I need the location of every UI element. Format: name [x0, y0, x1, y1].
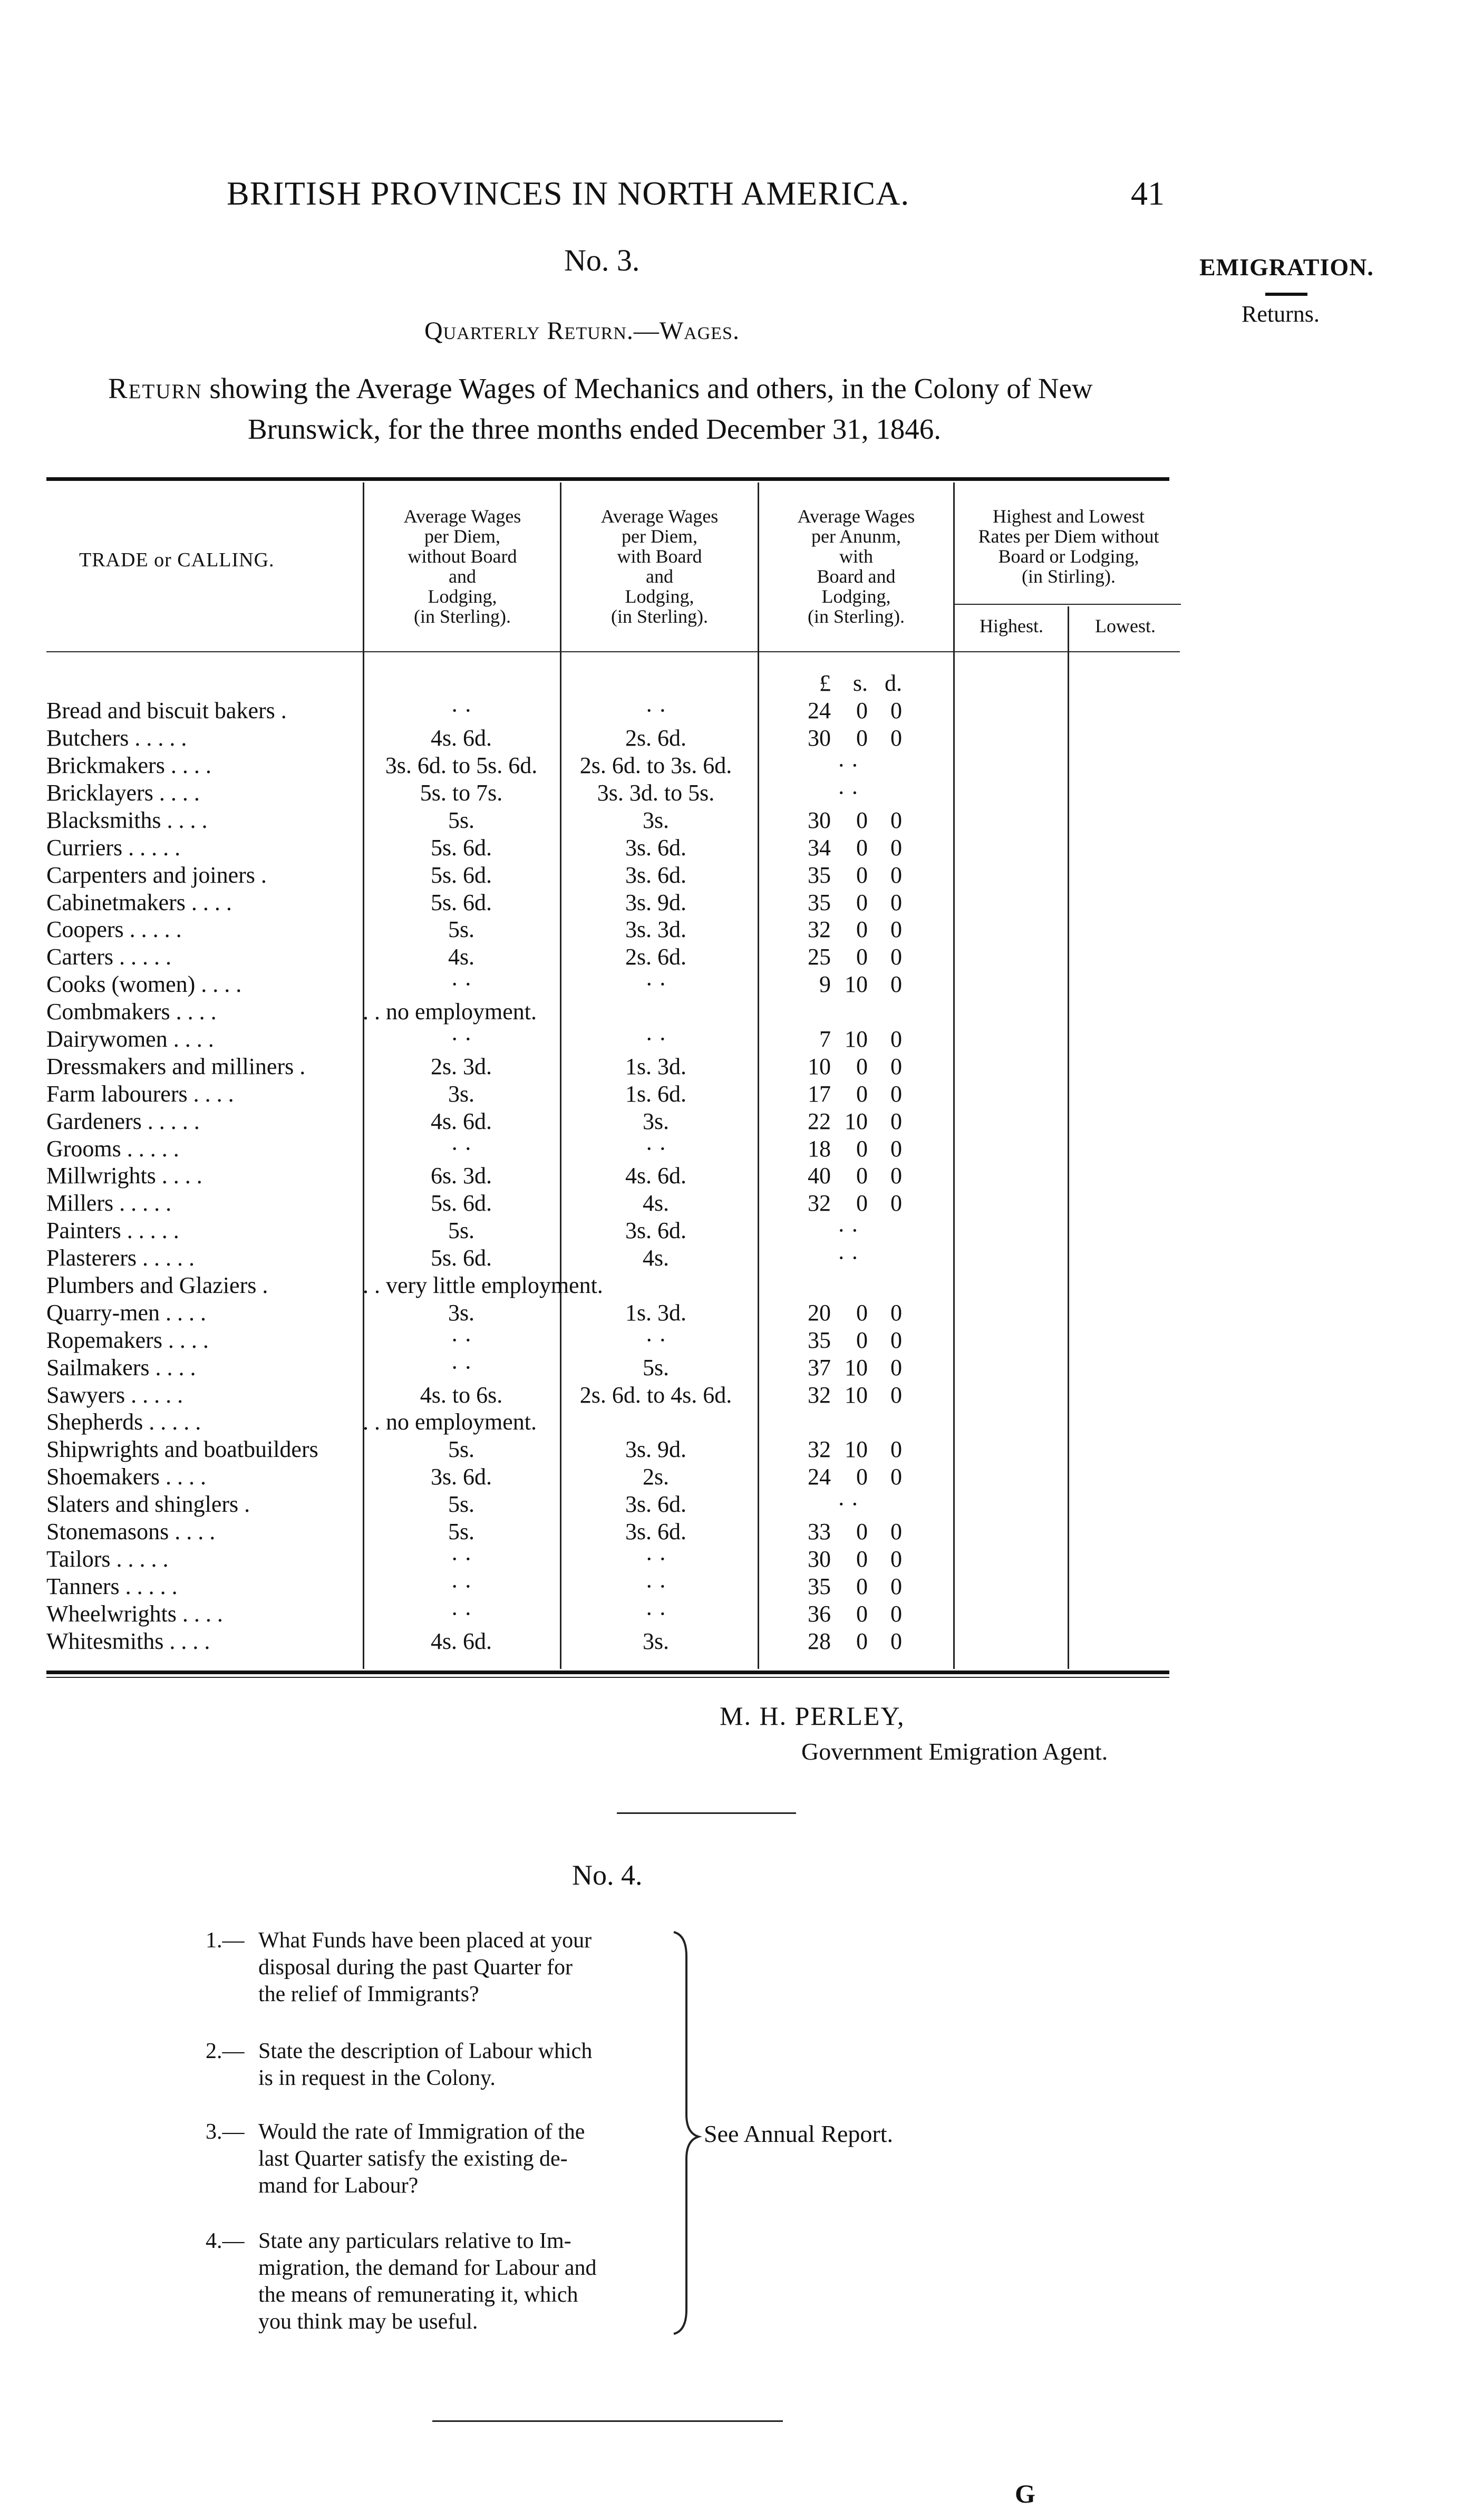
table-row [46, 1244, 944, 1272]
diem-no-board-cell: · · [450, 1354, 472, 1380]
diem-no-board-cell: 4s. to 6s. [420, 1382, 503, 1408]
diem-no-board-cell: 5s. [448, 807, 475, 833]
table-row [46, 971, 944, 998]
diem-board-cell: 3s. [642, 1628, 670, 1654]
question-3: 3.— Would the rate of Immigration of the last Quarter satisfy the existing de- mand for Labour? [206, 2120, 585, 2198]
diem-board-cell: 2s. 6d. [625, 725, 687, 751]
subheader-rule [954, 604, 1181, 605]
annum-cell: · · [837, 1245, 859, 1271]
diem-no-board-cell: · · [450, 1573, 472, 1599]
return-title: Quarterly Return.—Wages. [424, 317, 740, 345]
diem-board-cell: 3s. 3d. [625, 916, 687, 943]
annum-cell: 32 0 0 [808, 916, 902, 943]
diem-no-board-cell: · · [450, 1327, 472, 1353]
diem-board-cell: · · [645, 1600, 667, 1627]
trade-cell: Carpenters and joiners . [46, 862, 267, 888]
page-number: 41 [1131, 175, 1165, 212]
side-heading-rule [1265, 293, 1307, 296]
annum-cell: 37 10 0 [808, 1354, 902, 1380]
diem-no-board-cell: 2s. 3d. [430, 1053, 492, 1079]
annum-cell: 35 0 0 [808, 1573, 902, 1599]
trade-cell: Coopers . . . . . [46, 916, 182, 943]
trade-cell: Blacksmiths . . . . [46, 807, 208, 833]
trade-cell: Cabinetmakers . . . . [46, 889, 232, 915]
annum-cell [752, 998, 944, 1026]
trade-cell: Millwrights . . . . [46, 1163, 202, 1189]
diem-no-board-cell: 5s. 6d. [430, 862, 492, 888]
column-divider [1068, 606, 1069, 1669]
trade-cell: Sawyers . . . . . [46, 1382, 183, 1408]
question-1: 1.— What Funds have been placed at your disposal during the past Quarter for the relief of Immigrants? [206, 1928, 592, 2006]
header-bottom-rule [46, 651, 1180, 652]
annum-cell [752, 1272, 944, 1299]
return-line1-text: showing the Average Wages of Mechanics and others, in the Colony of New [209, 372, 1093, 404]
trade-cell: Plasterers . . . . . [46, 1245, 195, 1271]
table-row [46, 1299, 944, 1326]
question-brace [670, 1930, 706, 2336]
diem-board-cell: 2s. 6d. to 3s. 6d. [579, 752, 732, 779]
table-row [46, 1572, 944, 1600]
table-row [46, 1600, 944, 1627]
running-head: BRITISH PROVINCES IN NORTH AMERICA. [227, 175, 910, 212]
header-high-low: Highest and Lowest Rates per Diem without Board or Lodging, (in Stirling). [978, 506, 1159, 587]
header-diem-no-board: Average Wages per Diem, without Board and Lodging, (in Sterling). [403, 506, 521, 627]
table-row [46, 889, 944, 916]
trade-cell: Bricklayers . . . . [46, 780, 200, 806]
diem-board-cell: 1s. 3d. [625, 1299, 687, 1326]
annum-cell: 40 0 0 [808, 1163, 902, 1189]
diem-board-cell: 3s. [642, 807, 670, 833]
annum-cell: 30 0 0 [808, 1546, 902, 1572]
table-row [46, 1463, 944, 1491]
header-annum: Average Wages per Anunm, with Board and Lodging, (in Sterling). [797, 506, 915, 627]
table-row [46, 916, 944, 943]
table-row [46, 1436, 944, 1463]
table-row [46, 752, 944, 779]
trade-cell: Shepherds . . . . . [46, 1409, 201, 1435]
trade-cell: Farm labourers . . . . [46, 1080, 234, 1107]
header-lowest: Lowest. [1095, 615, 1156, 636]
table-row [46, 1354, 944, 1381]
table-row [46, 834, 944, 861]
table-row [46, 1053, 944, 1080]
trade-cell: Tanners . . . . . [46, 1573, 178, 1599]
diem-no-board-cell: 5s. 6d. [430, 1190, 492, 1216]
annum-cell: 33 0 0 [808, 1519, 902, 1545]
diem-no-board-cell: 5s. 6d. [430, 1245, 492, 1271]
diem-board-cell: 3s. [642, 1108, 670, 1134]
annum-cell: · · [837, 780, 859, 806]
diem-board-cell: 2s. [642, 1464, 670, 1490]
table-row [46, 1080, 944, 1107]
diem-no-board-cell: 5s. 6d. [430, 834, 492, 861]
diem-no-board-cell: · · [450, 1600, 472, 1627]
diem-board-cell: · · [645, 1026, 667, 1053]
span-note-cell: . . very little employment. [363, 1272, 603, 1299]
diem-no-board-cell: 6s. 3d. [430, 1163, 492, 1189]
diem-board-cell: · · [645, 1573, 667, 1599]
annum-cell: 32 10 0 [808, 1436, 902, 1463]
trade-cell: Bread and biscuit bakers . [46, 698, 287, 724]
diem-no-board-cell: 3s. [448, 1080, 475, 1107]
annum-cell: · · [837, 752, 859, 779]
annum-cell: 35 0 0 [808, 1327, 902, 1353]
footer-rule [432, 2420, 783, 2422]
diem-no-board-cell: 4s. 6d. [430, 1108, 492, 1134]
diem-no-board-cell: 5s. [448, 1491, 475, 1518]
section-number-4: No. 4. [572, 1859, 643, 1891]
trade-cell: Carters . . . . . [46, 944, 172, 970]
question-4: 4.— State any particulars relative to Im- migration, the demand for Labour and the means of remunerating it, which you think may be useful. [206, 2229, 597, 2334]
table-row [46, 943, 944, 971]
trade-cell: Dressmakers and milliners . [46, 1053, 306, 1079]
annum-cell: 24 0 0 [808, 1464, 902, 1490]
trade-cell: Whitesmiths . . . . [46, 1628, 210, 1654]
diem-board-cell: 3s. 6d. [625, 1519, 687, 1545]
diem-board-cell: 2s. 6d. [625, 944, 687, 970]
diem-board-cell: 3s. 6d. [625, 1491, 687, 1518]
trade-cell: Dairywomen . . . . [46, 1026, 214, 1053]
section-number: No. 3. [564, 243, 640, 277]
trade-cell: Ropemakers . . . . [46, 1327, 209, 1353]
annum-cell: 28 0 0 [808, 1628, 902, 1654]
table-row [46, 1272, 944, 1299]
table-row [46, 806, 944, 834]
trade-cell: Shipwrights and boatbuilders [46, 1436, 318, 1463]
table-row [46, 1217, 944, 1244]
annum-cell: 30 0 0 [808, 807, 902, 833]
annum-cell [752, 1408, 944, 1436]
annum-cell: 25 0 0 [808, 944, 902, 970]
agent-title: Government Emigration Agent. [801, 1738, 1108, 1765]
trade-cell: Tailors . . . . . [46, 1546, 169, 1572]
trade-cell: Gardeners . . . . . [46, 1108, 200, 1134]
table-row [46, 1026, 944, 1053]
span-note-cell: . . no employment. [363, 1409, 537, 1435]
annum-cell: 35 0 0 [808, 862, 902, 888]
diem-no-board-cell: 4s. [448, 944, 475, 970]
table-row [46, 725, 944, 752]
side-heading: EMIGRATION. [1199, 254, 1374, 281]
trade-cell: Stonemasons . . . . [46, 1519, 216, 1545]
currency-header: £ s. d. [819, 670, 902, 697]
table-row [46, 1546, 944, 1573]
table-row [46, 1491, 944, 1518]
table-row [46, 1627, 944, 1655]
return-description-line1 [108, 372, 1093, 405]
diem-board-cell: · · [645, 1327, 667, 1353]
diem-board-cell: 4s. [642, 1190, 670, 1216]
table-row [46, 1162, 944, 1190]
trade-cell: Grooms . . . . . [46, 1135, 179, 1162]
span-note-cell: . . no employment. [363, 999, 537, 1025]
table-row [46, 1408, 944, 1436]
table-row [46, 1190, 944, 1217]
table-row [46, 998, 944, 1026]
diem-no-board-cell: 3s. 6d. [430, 1464, 492, 1490]
table-row [46, 861, 944, 889]
annum-cell: 9 10 0 [819, 971, 902, 998]
diem-board-cell: 1s. 6d. [625, 1080, 687, 1107]
diem-board-cell: 3s. 9d. [625, 1436, 687, 1463]
diem-board-cell: 2s. 6d. to 4s. 6d. [579, 1382, 732, 1408]
annum-cell: 20 0 0 [808, 1299, 902, 1326]
return-word: Return [108, 372, 202, 404]
trade-cell: Millers . . . . . [46, 1190, 172, 1216]
annum-cell: · · [837, 1491, 859, 1518]
trade-cell: Sailmakers . . . . [46, 1354, 196, 1380]
diem-board-cell: · · [645, 971, 667, 998]
table-row [46, 1518, 944, 1546]
separator-rule [617, 1812, 796, 1814]
diem-no-board-cell: 3s. 6d. to 5s. 6d. [385, 752, 538, 779]
trade-cell: Wheelwrights . . . . [46, 1600, 223, 1627]
diem-board-cell: 1s. 3d. [625, 1053, 687, 1079]
table-bottom-rule [46, 1671, 1169, 1674]
diem-no-board-cell: 4s. 6d. [430, 1628, 492, 1654]
diem-board-cell: 4s. [642, 1245, 670, 1271]
diem-board-cell: 3s. 3d. to 5s. [597, 780, 715, 806]
trade-cell: Butchers . . . . . [46, 725, 187, 751]
table-row [46, 1326, 944, 1354]
table-row [46, 697, 944, 725]
trade-cell: Combmakers . . . . [46, 999, 217, 1025]
diem-no-board-cell: 5s. [448, 916, 475, 943]
header-trade: TRADE or CALLING. [79, 549, 275, 571]
diem-no-board-cell: · · [450, 1546, 472, 1572]
diem-no-board-cell: 4s. 6d. [430, 725, 492, 751]
diem-no-board-cell: · · [450, 1135, 472, 1162]
annum-cell: 7 10 0 [819, 1026, 902, 1053]
trade-cell: Brickmakers . . . . [46, 752, 211, 779]
column-divider [953, 482, 955, 1669]
table-row [46, 1381, 944, 1408]
diem-no-board-cell: · · [450, 1026, 472, 1053]
return-description-line2: Brunswick, for the three months ended December 31, 1846. [248, 413, 942, 445]
currency-header-row [46, 670, 944, 697]
diem-board-cell: 4s. 6d. [625, 1163, 687, 1189]
diem-no-board-cell: · · [450, 698, 472, 724]
wages-table [46, 670, 944, 1655]
annum-cell: 32 0 0 [808, 1190, 902, 1216]
header-highest: Highest. [980, 615, 1043, 636]
diem-board-cell: 5s. [642, 1354, 670, 1380]
annum-cell: 24 0 0 [808, 698, 902, 724]
signature-mark: G [1015, 2479, 1035, 2508]
agent-name: M. H. PERLEY, [720, 1701, 905, 1731]
table-top-rule [46, 477, 1169, 481]
trade-cell: Curriers . . . . . [46, 834, 181, 861]
annum-cell: 22 10 0 [808, 1108, 902, 1134]
diem-board-cell: · · [645, 698, 667, 724]
trade-cell: Plumbers and Glaziers . [46, 1272, 268, 1299]
diem-no-board-cell: · · [450, 971, 472, 998]
diem-board-cell: · · [645, 1135, 667, 1162]
annum-cell: 32 10 0 [808, 1382, 902, 1408]
diem-no-board-cell: 5s. [448, 1436, 475, 1463]
side-subheading: Returns. [1242, 301, 1320, 327]
annum-cell: 36 0 0 [808, 1600, 902, 1627]
diem-no-board-cell: 3s. [448, 1299, 475, 1326]
annum-cell: 17 0 0 [808, 1080, 902, 1107]
trade-cell: Shoemakers . . . . [46, 1464, 207, 1490]
table-row [46, 1135, 944, 1162]
diem-board-cell: 3s. 6d. [625, 862, 687, 888]
diem-board-cell: 3s. 9d. [625, 889, 687, 915]
diem-no-board-cell: 5s. [448, 1519, 475, 1545]
table-bottom-rule-2 [46, 1677, 1169, 1678]
trade-cell: Slaters and shinglers . [46, 1491, 250, 1518]
diem-no-board-cell: 5s. to 7s. [420, 780, 503, 806]
annum-cell: 18 0 0 [808, 1135, 902, 1162]
diem-no-board-cell: 5s. 6d. [430, 889, 492, 915]
annum-cell: 10 0 0 [808, 1053, 902, 1079]
diem-board-cell: · · [645, 1546, 667, 1572]
trade-cell: Cooks (women) . . . . [46, 971, 242, 998]
diem-board-cell: 3s. 6d. [625, 834, 687, 861]
question-2: 2.— State the description of Labour which is in request in the Colony. [206, 2039, 593, 2090]
annum-cell: 35 0 0 [808, 889, 902, 915]
see-annual-report: See Annual Report. [704, 2120, 893, 2147]
annum-cell: 30 0 0 [808, 725, 902, 751]
diem-no-board-cell: 5s. [448, 1218, 475, 1244]
annum-cell: 34 0 0 [808, 834, 902, 861]
table-row [46, 779, 944, 807]
annum-cell: · · [837, 1218, 859, 1244]
header-diem-board: Average Wages per Diem, with Board and Lodging, (in Sterling). [600, 506, 719, 627]
diem-board-cell: 3s. 6d. [625, 1218, 687, 1244]
trade-cell: Quarry-men . . . . [46, 1299, 207, 1326]
table-row [46, 1107, 944, 1135]
trade-cell: Painters . . . . . [46, 1218, 179, 1244]
